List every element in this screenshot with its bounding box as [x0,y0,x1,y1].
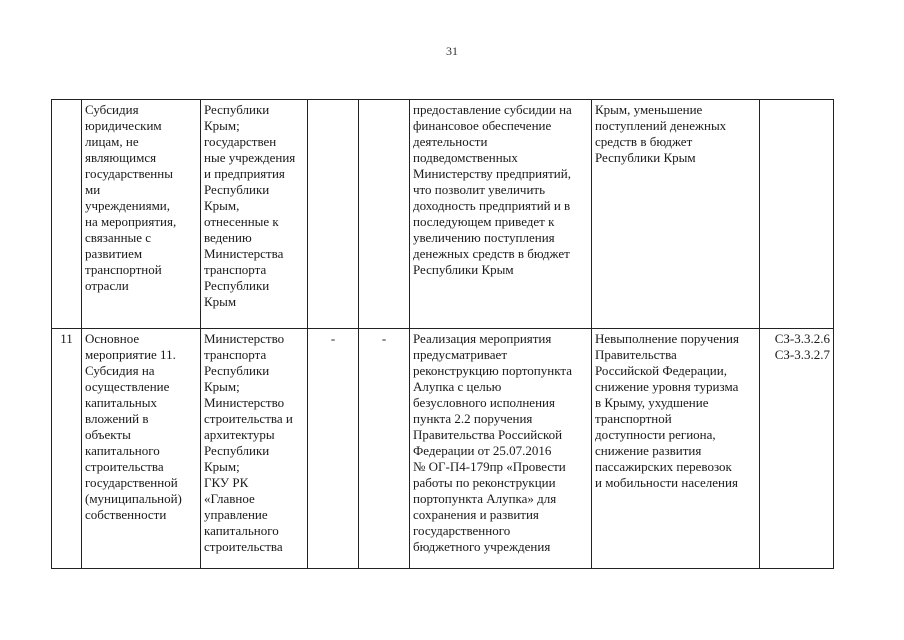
cell-text-line: средств в бюджет [595,134,693,149]
cell-text-line: Основное [85,331,140,346]
cell-text-line: собственности [85,507,167,522]
cell-text-line: в Крыму, ухудшение [595,395,709,410]
cell-text-line: связанные с [85,230,152,245]
cell-text-line: государственного [413,523,511,538]
page-number: 31 [446,44,458,58]
cell-text-line: и предприятия [204,166,285,181]
cell-text: - [381,331,387,346]
expected-result-cell [410,329,592,569]
cell-text-line: доступности региона, [595,427,716,442]
cell-text-line: пассажирских перевозок [595,459,732,474]
cell-text-line: транспортной [85,262,162,277]
cell-text-line: последующем приведет к [413,214,555,229]
cell-text-line: подведомственных [413,150,518,165]
cell-text-line: юридическим [85,118,162,133]
cell-text-line: объекты [85,427,131,442]
program-measures-table [51,99,834,569]
cell-text-line: снижение уровня туризма [595,379,739,394]
cell-text-line: работы по реконструкции [413,475,556,490]
measure-name-cell [82,329,201,569]
cell-text-line: ГКУ РК [204,475,249,490]
cell-text-line: и мобильности населения [595,475,738,490]
cell-text-line: капитального [204,523,279,538]
cell-text-line: транспорта [204,262,267,277]
cell-text-line: (муниципальной) [85,491,182,506]
cell-text: 11 [60,331,73,346]
consequences-cell [592,100,760,329]
cell-text-line: мероприятие 11. [85,347,176,362]
cell-text-line: вложений в [85,411,149,426]
cell-text-line: ные учреждения [204,150,296,165]
cell-text-line: Республики [204,182,270,197]
cell-text-line: ведению [204,230,252,245]
cell-text-line: Субсидия [85,102,139,117]
executor-cell [201,329,308,569]
cell-text-line: Министерство [204,331,285,346]
cell-text-line: государствен [204,134,277,149]
cell-text-line: Федерации от 25.07.2016 [413,443,552,458]
cell-text-line: отрасли [85,278,129,293]
cell-text-line: СЗ-3.3.2.7 [774,347,830,362]
cell-text-line: снижение развития [595,443,702,458]
consequences-cell [592,329,760,569]
cell-text-line: доходность предприятий и в [413,198,571,213]
cell-text-line: Правительства Российской [413,427,563,442]
cell-text-line: пункта 2.2 поручения [413,411,533,426]
indicator-link-cell [760,329,834,569]
cell-text-line: архитектуры [204,427,275,442]
cell-text-line: «Главное [204,491,255,506]
end-date-cell [359,329,410,569]
cell-text-line: Республики Крым [413,262,514,277]
cell-text-line: строительства и [204,411,293,426]
table-row [52,100,834,329]
cell-text-line: Республики [204,102,270,117]
cell-text-line: предоставление субсидии на [413,102,572,117]
cell-text-line: государственны [85,166,173,181]
cell-text-line: строительства [85,459,164,474]
cell-text-line: что позволит увеличить [413,182,546,197]
cell-text-line: транспортной [595,411,672,426]
cell-text-line: лицам, не [85,134,139,149]
cell-text: - [330,331,336,346]
cell-text-line: Субсидия на [85,363,155,378]
cell-text-line: Республики [204,363,270,378]
cell-text-line: Республики Крым [595,150,696,165]
cell-text-line: Крым [204,294,237,309]
start-date-cell [308,329,359,569]
row-number-cell [52,100,82,329]
table-row [52,329,834,569]
cell-text-line: СЗ-3.3.2.6 [774,331,830,346]
cell-text-line: капитального [85,443,160,458]
cell-text-line: № ОГ-П4-179пр «Провести [413,459,566,474]
cell-text-line: учреждениями, [85,198,171,213]
indicator-link-cell [760,100,834,329]
cell-text-line: Крым; [204,118,240,133]
cell-text-line: финансовое обеспечение [413,118,552,133]
cell-text-line: поступлений денежных [595,118,727,133]
cell-text-line: развитием [85,246,143,261]
cell-text-line: Министерство [204,395,285,410]
cell-text-line: государственной [85,475,178,490]
cell-text-line: Министерства [204,246,284,261]
cell-text-line: Министерству предприятий, [413,166,571,181]
cell-text-line: Российской Федерации, [595,363,727,378]
cell-text-line: Республики [204,443,270,458]
cell-text-line: Реализация мероприятия [413,331,552,346]
row-number-cell [52,329,82,569]
cell-text-line: управление [204,507,268,522]
measure-name-cell [82,100,201,329]
cell-text-line: Крым, уменьшение [595,102,703,117]
end-date-cell [359,100,410,329]
expected-result-cell [410,100,592,329]
cell-text-line: бюджетного учреждения [413,539,551,554]
cell-text-line: безусловного исполнения [413,395,555,410]
cell-text-line: деятельности [413,134,488,149]
cell-text-line: Правительства [595,347,677,362]
cell-text-line: Крым, [204,198,240,213]
cell-text-line: Крым; [204,379,240,394]
cell-text-line: портопункта Алупка» для [413,491,557,506]
cell-text-line: транспорта [204,347,267,362]
cell-text-line: строительства [204,539,283,554]
cell-text-line: сохранения и развития [413,507,539,522]
cell-text-line: Крым; [204,459,240,474]
cell-text-line: Республики [204,278,270,293]
cell-text-line: Невыполнение поручения [595,331,739,346]
cell-text-line: отнесенные к [204,214,279,229]
cell-text-line: ми [85,182,101,197]
start-date-cell [308,100,359,329]
cell-text-line: реконструкцию портопункта [413,363,572,378]
cell-text-line: являющимся [85,150,157,165]
executor-cell [201,100,308,329]
cell-text-line: на мероприятия, [85,214,177,229]
cell-text-line: Алупка с целью [413,379,502,394]
cell-text-line: увеличению поступления [413,230,555,245]
cell-text-line: капитальных [85,395,157,410]
cell-text-line: предусматривает [413,347,507,362]
cell-text-line: осуществление [85,379,170,394]
cell-text-line: денежных средств в бюджет [413,246,570,261]
